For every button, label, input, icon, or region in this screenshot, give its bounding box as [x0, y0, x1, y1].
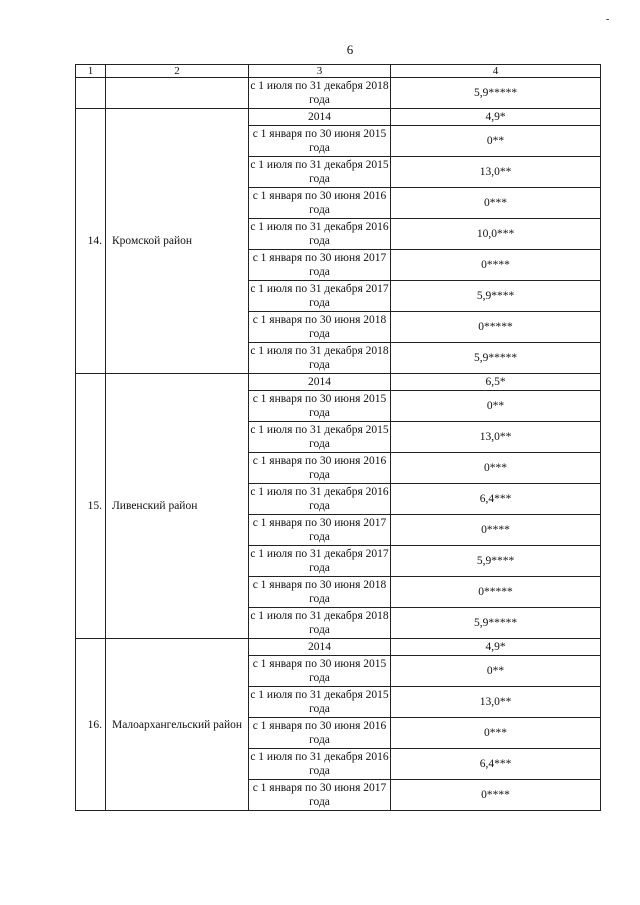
- value-cell: 0***: [391, 718, 601, 749]
- header-col-2: 2: [106, 65, 249, 78]
- value-cell: 13,0**: [391, 422, 601, 453]
- value-cell: 6,4***: [391, 749, 601, 780]
- value-cell: 5,9****: [391, 546, 601, 577]
- row-number: 16.: [76, 639, 106, 811]
- table-row: [76, 78, 601, 109]
- value-cell: 10,0***: [391, 219, 601, 250]
- corner-mark: -: [606, 14, 610, 25]
- period-cell: с 1 января по 30 июня 2018 года: [249, 577, 391, 608]
- value-cell: 13,0**: [391, 157, 601, 188]
- tariff-table: [75, 64, 601, 811]
- value-cell: 5,9*****: [391, 608, 601, 639]
- period-cell: с 1 июля по 31 декабря 2015 года: [249, 687, 391, 718]
- value-cell: 4,9*: [391, 639, 601, 656]
- period-cell: с 1 июля по 31 декабря 2018 года: [249, 343, 391, 374]
- value-cell: 5,9****: [391, 281, 601, 312]
- period-cell: с 1 июля по 31 декабря 2015 года: [249, 422, 391, 453]
- period-cell: с 1 января по 30 июня 2017 года: [249, 515, 391, 546]
- header-row: [76, 65, 601, 78]
- period-cell: с 1 января по 30 июня 2017 года: [249, 250, 391, 281]
- value-cell: 0****: [391, 515, 601, 546]
- period-cell: 2014: [249, 639, 391, 656]
- district-name: Малоархангельский район: [106, 639, 249, 811]
- table-row: [76, 639, 601, 656]
- table-row: [76, 374, 601, 391]
- district-name: Ливенский район: [106, 374, 249, 639]
- period-cell: с 1 января по 30 июня 2015 года: [249, 126, 391, 157]
- value-cell: 5,9*****: [391, 343, 601, 374]
- value-cell: 0****: [391, 780, 601, 811]
- value-cell: 0***: [391, 453, 601, 484]
- district-name: Кромской район: [106, 109, 249, 374]
- value-cell: 0***: [391, 188, 601, 219]
- page-number: 6: [346, 42, 354, 57]
- value-cell: 5,9*****: [391, 78, 601, 109]
- period-cell: с 1 июля по 31 декабря 2016 года: [249, 484, 391, 515]
- district-cell: [106, 78, 249, 109]
- period-cell: с 1 июля по 31 декабря 2017 года: [249, 281, 391, 312]
- value-cell: 4,9*: [391, 109, 601, 126]
- value-cell: 6,5*: [391, 374, 601, 391]
- value-cell: 0**: [391, 391, 601, 422]
- value-cell: 13,0**: [391, 687, 601, 718]
- period-cell: с 1 января по 30 июня 2017 года: [249, 780, 391, 811]
- value-cell: 0*****: [391, 577, 601, 608]
- value-cell: 0*****: [391, 312, 601, 343]
- header-col-4: 4: [391, 65, 601, 78]
- period-cell: 2014: [249, 374, 391, 391]
- period-cell: с 1 января по 30 июня 2016 года: [249, 188, 391, 219]
- period-cell: с 1 января по 30 июня 2016 года: [249, 718, 391, 749]
- period-cell: с 1 января по 30 июня 2016 года: [249, 453, 391, 484]
- period-cell: 2014: [249, 109, 391, 126]
- period-cell: с 1 января по 30 июня 2018 года: [249, 312, 391, 343]
- period-cell: с 1 июля по 31 декабря 2015 года: [249, 157, 391, 188]
- value-cell: 6,4***: [391, 484, 601, 515]
- period-cell: с 1 июля по 31 декабря 2016 года: [249, 749, 391, 780]
- header-col-3: 3: [249, 65, 391, 78]
- row-number: 15.: [76, 374, 106, 639]
- value-cell: 0**: [391, 126, 601, 157]
- period-cell: с 1 июля по 31 декабря 2018 года: [249, 608, 391, 639]
- table-row: [76, 109, 601, 126]
- value-cell: 0**: [391, 656, 601, 687]
- period-cell: с 1 июля по 31 декабря 2017 года: [249, 546, 391, 577]
- period-cell: с 1 июля по 31 декабря 2016 года: [249, 219, 391, 250]
- header-col-1: 1: [76, 65, 106, 78]
- period-cell: с 1 января по 30 июня 2015 года: [249, 391, 391, 422]
- value-cell: 0****: [391, 250, 601, 281]
- row-number: 14.: [76, 109, 106, 374]
- num-cell: [76, 78, 106, 109]
- table-body: [76, 78, 601, 811]
- period-cell: с 1 января по 30 июня 2015 года: [249, 656, 391, 687]
- period-cell: с 1 июля по 31 декабря 2018 года: [249, 78, 391, 109]
